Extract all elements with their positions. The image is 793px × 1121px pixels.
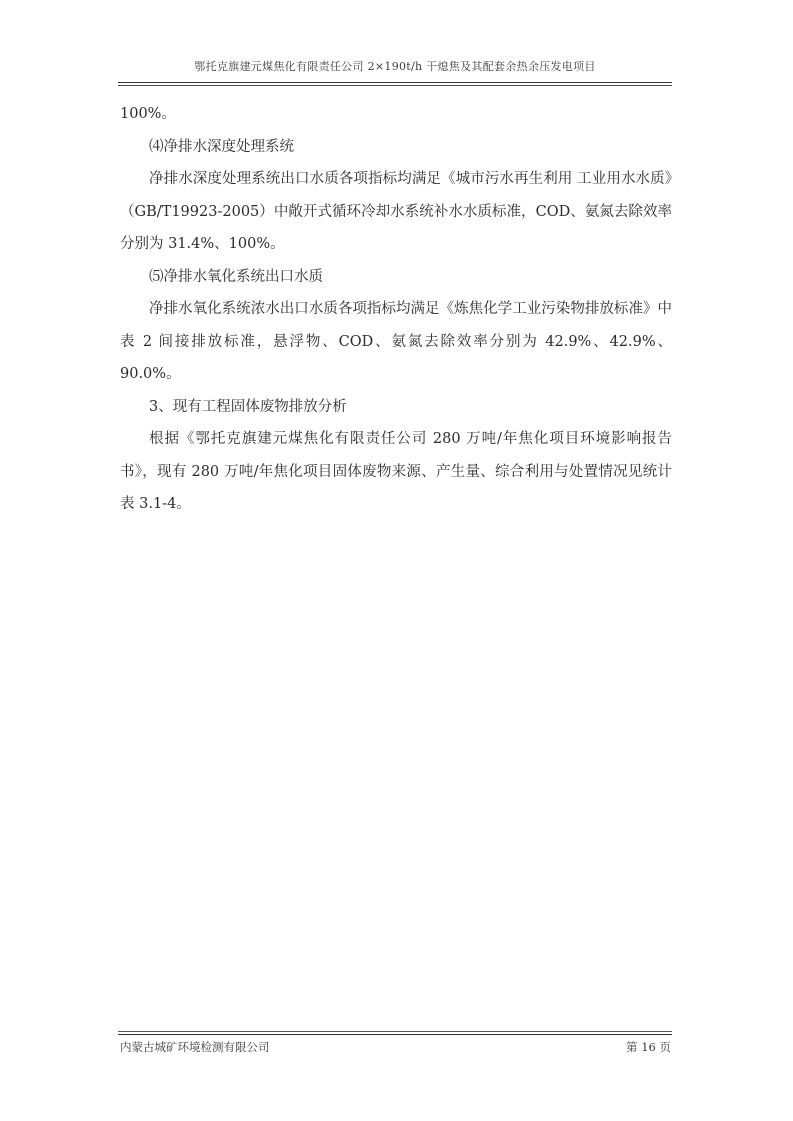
paragraph-continuation: 100%。 [120, 106, 176, 122]
subheading-deep-treatment: ⑷净排水深度处理系统 [149, 138, 294, 155]
header-rule-thin [118, 85, 672, 86]
footer-rule [118, 1034, 672, 1035]
paragraph-solid-waste: 根据《鄂托克旗建元煤焦化有限责任公司 280 万吨/年焦化项目环境影响报告书》，现有 280 万吨/年焦化项目固体废物来源、产生量、综合利用与处置情况见统计表 3.1-4。 [120, 431, 672, 512]
section-heading-solid-waste: 3、现有工程固体废物排放分析 [149, 398, 347, 415]
page-header: 鄂托克旗建元煤焦化有限责任公司 2×190t/h 干熄焦及其配套余热余压发电项目 [194, 60, 596, 73]
document-body [120, 98, 672, 521]
paragraph-oxidation: 净排水氧化系统浓水出口水质各项指标均满足《炼焦化学工业污染物排放标准》中表 2 间接排放标准，悬浮物、COD、氨氮去除效率分别为 42.9%、42.9%、90.0%。 [120, 301, 672, 382]
paragraph-deep-treatment: 净排水深度处理系统出口水质各项指标均满足《城市污水再生利用 工业用水水质》（GB/T19923-2005）中敞开式循环冷却水系统补水水质标准，COD、氨氮去除效率分别为 31.4%、100%。 [120, 171, 672, 252]
page-number: 第 16 页 [626, 1040, 671, 1054]
header-rule [118, 82, 672, 83]
subheading-oxidation: ⑸净排水氧化系统出口水质 [149, 268, 323, 285]
footer-rule-thin [118, 1031, 672, 1032]
footer-company: 内蒙古城矿环境检测有限公司 [120, 1040, 270, 1054]
